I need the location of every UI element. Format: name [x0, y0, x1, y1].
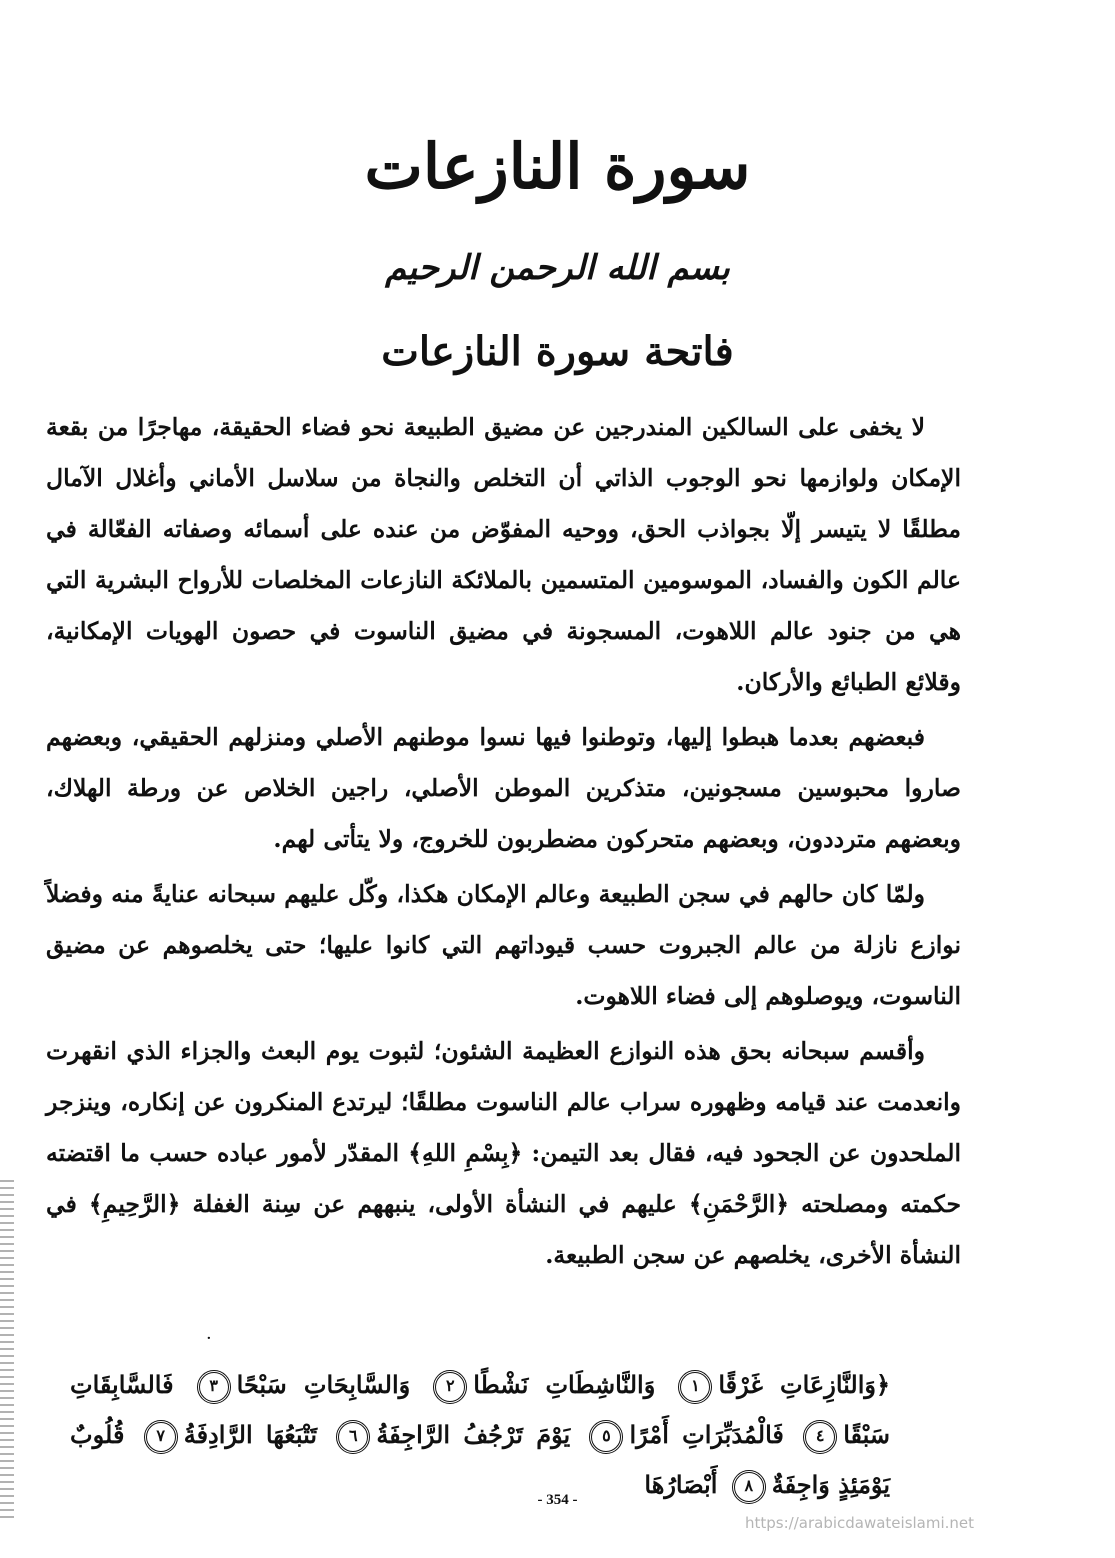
page-number: - 354 - [537, 1492, 578, 1508]
surah-title: سورة النازعات [364, 130, 751, 203]
verse-3 [191, 1370, 411, 1399]
paragraph-1: لا يخفى على السالكين المندرجين عن مضيق الطبيعة نحو فضاء الحقيقة، مهاجرًا من بقعة الإمكان ولوازمها نحو الوجوب الذاتي أن التخلص والنجاة من سلاسل الأماني وأغلال الآمال مطلقًا لا يتيسر إلّا بجواذب الحق، ووحيه المفوّض من عنده على أسمائه وصفاته الفعّالة في عالم الكون والفساد، الموسومين المتسمين بالملائكة النازعات المخلصات للأرواح البشرية التي هي من جنود عالم اللاهوت، المسجونة في مضيق الناسوت في حصون الهويات الإمكانية، وقلائع الطبائع والأركان. [46, 413, 961, 696]
verse-7 [138, 1420, 317, 1449]
verse-text: أَبْصَارُهَا [644, 1470, 718, 1499]
watermark-url: https://arabicdawateislami.net [745, 1514, 975, 1532]
verse-text: فَالسَّابِقَاتِ سَبْقًا [70, 1370, 890, 1449]
verse-1 [672, 1370, 890, 1399]
verse-2 [427, 1370, 655, 1399]
scan-edge-noise [0, 1180, 14, 1520]
stray-dot: · [206, 1328, 212, 1349]
verse-text: يَوْمَ تَرْجُفُ الرَّاجِفَةُ [376, 1420, 571, 1449]
verse-text: قُلُوبٌ يَوْمَئِذٍ وَاجِفَةٌ [70, 1420, 890, 1499]
verse-number-marker: ٥ [589, 1420, 623, 1454]
verse-number-marker: ٤ [803, 1420, 837, 1454]
paragraph-4: وأقسم سبحانه بحق هذه النوازع العظيمة الشئون؛ لثبوت يوم البعث والجزاء الذي انقهرت وانعدمت عند قيامه وظهوره سراب عالم الناسوت مطلقًا؛ ليرتدع المنكرون عن إنكاره، وينزجر الملحدون عن الجحود فيه، فقال بعد التيمن: ﴿بِسْمِ اللهِ﴾ المقدّر لأمور عباده حسب ما اقتضته حكمته ومصلحته ﴿الرَّحْمَنِ﴾ عليهم في النشأة الأولى، ينبههم عن سِنة الغفلة ﴿الرَّحِيمِ﴾ في النشأة الأخرى، يخلصهم عن سجن الطبيعة. [46, 1037, 961, 1269]
verse-number-marker: ٨ [732, 1470, 766, 1504]
verse-text: وَالنَّاشِطَاتِ نَشْطًا [473, 1370, 656, 1399]
quran-verses [70, 1360, 890, 1510]
verse-text: وَالسَّابِحَاتِ سَبْحًا [236, 1370, 411, 1399]
verse-number-marker: ٧ [144, 1420, 178, 1454]
verse-text: فَالْمُدَبِّرَاتِ أَمْرًا [629, 1420, 784, 1449]
paragraph-3: ولمّا كان حالهم في سجن الطبيعة وعالم الإمكان هكذا، وكّل عليهم سبحانه عنايةً منه وفضلاً نوازع نازلة من عالم الجبروت حسب قيوداتهم التي كانوا عليها؛ حتى يخلصوهم عن مضيق الناسوت، ويوصلوهم إلى فضاء اللاهوت. [46, 880, 961, 1010]
opening-title: فاتحة سورة النازعات [381, 328, 734, 375]
verse-number-marker: ٢ [433, 1370, 467, 1404]
verse-number-marker: ٣ [197, 1370, 231, 1404]
commentary-body [46, 402, 961, 1285]
basmala-calligraphy: بسم الله الرحمن الرحيم [385, 248, 730, 288]
verse-6 [330, 1420, 570, 1449]
verse-number-marker: ٦ [336, 1420, 370, 1454]
verse-5 [583, 1420, 783, 1449]
verse-text: ﴿وَالنَّازِعَاتِ غَرْقًا [718, 1370, 891, 1399]
verse-text: تَتْبَعُهَا الرَّادِفَةُ [183, 1420, 318, 1449]
verse-number-marker: ١ [678, 1370, 712, 1404]
paragraph-2: فبعضهم بعدما هبطوا إليها، وتوطنوا فيها نسوا موطنهم الأصلي ومنزلهم الحقيقي، وبعضهم صاروا محبوسين مسجونين، متذكرين الموطن الأصلي، راجين الخلاص عن ورطة الهلاك، وبعضهم مترددون، وبعضهم متحركون مضطربون للخروج، ولا يتأتى لهم. [46, 723, 961, 853]
